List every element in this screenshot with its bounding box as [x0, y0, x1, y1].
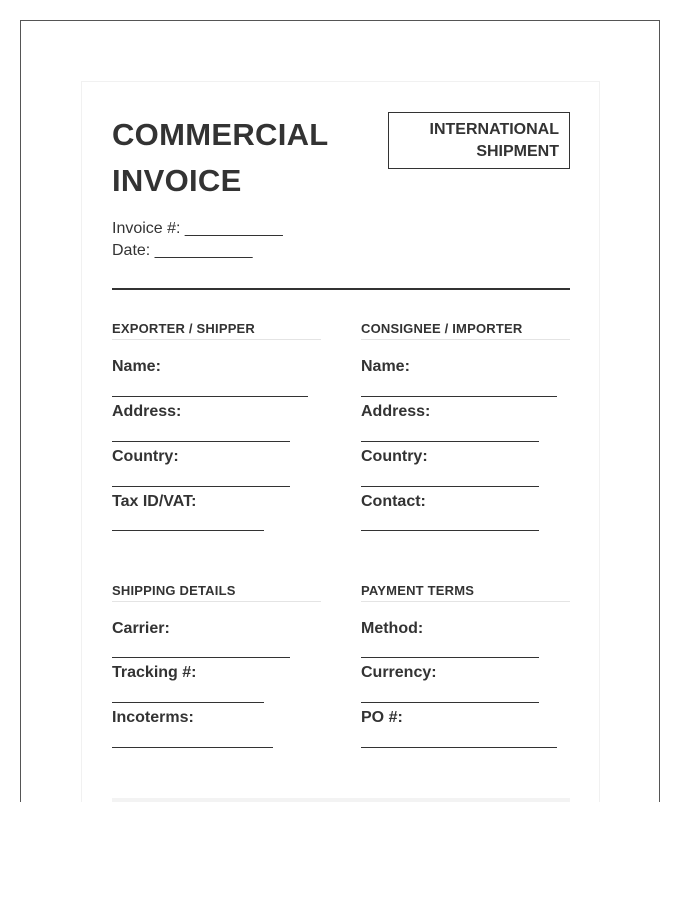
invoice-number-label: Invoice #: ___________: [112, 220, 283, 237]
exporter-tax-line[interactable]: [112, 530, 264, 531]
shipping-incoterms-label: Incoterms:: [112, 709, 194, 726]
consignee-address-label: Address:: [361, 403, 431, 420]
exporter-name-line[interactable]: [112, 396, 308, 397]
payment-currency-line[interactable]: [361, 702, 539, 703]
payment-po-label: PO #:: [361, 709, 403, 726]
footer-divider: [112, 798, 570, 802]
consignee-address-line[interactable]: [361, 441, 539, 442]
shipping-tracking-label: Tracking #:: [112, 664, 197, 681]
consignee-heading: CONSIGNEE / IMPORTER: [361, 321, 570, 340]
payment-po-line[interactable]: [361, 747, 557, 748]
shipping-carrier-line[interactable]: [112, 657, 290, 658]
exporter-address-label: Address:: [112, 403, 182, 420]
payment-heading: PAYMENT TERMS: [361, 583, 570, 602]
shipping-incoterms-line[interactable]: [112, 747, 273, 748]
consignee-contact-label: Contact:: [361, 493, 426, 510]
invoice-title: [112, 112, 372, 204]
exporter-country-line[interactable]: [112, 486, 290, 487]
exporter-name-label: Name:: [112, 358, 161, 375]
consignee-name-line[interactable]: [361, 396, 557, 397]
consignee-country-label: Country:: [361, 448, 428, 465]
title-line-2: INVOICE: [112, 163, 242, 198]
payment-method-label: Method:: [361, 620, 424, 637]
badge-line-1: INTERNATIONAL: [429, 121, 559, 138]
consignee-contact-line[interactable]: [361, 530, 539, 531]
header-divider: [112, 288, 570, 290]
shipping-tracking-line[interactable]: [112, 702, 264, 703]
shipping-heading: SHIPPING DETAILS: [112, 583, 321, 602]
payment-currency-label: Currency:: [361, 664, 437, 681]
title-line-1: COMMERCIAL: [112, 117, 329, 152]
exporter-heading: EXPORTER / SHIPPER: [112, 321, 321, 340]
shipment-badge: [388, 112, 570, 169]
exporter-address-line[interactable]: [112, 441, 290, 442]
badge-line-2: SHIPMENT: [476, 143, 559, 160]
payment-method-line[interactable]: [361, 657, 539, 658]
invoice-date-label: Date: ___________: [112, 242, 253, 259]
consignee-name-label: Name:: [361, 358, 410, 375]
consignee-country-line[interactable]: [361, 486, 539, 487]
exporter-country-label: Country:: [112, 448, 179, 465]
exporter-tax-label: Tax ID/VAT:: [112, 493, 197, 510]
shipping-carrier-label: Carrier:: [112, 620, 170, 637]
